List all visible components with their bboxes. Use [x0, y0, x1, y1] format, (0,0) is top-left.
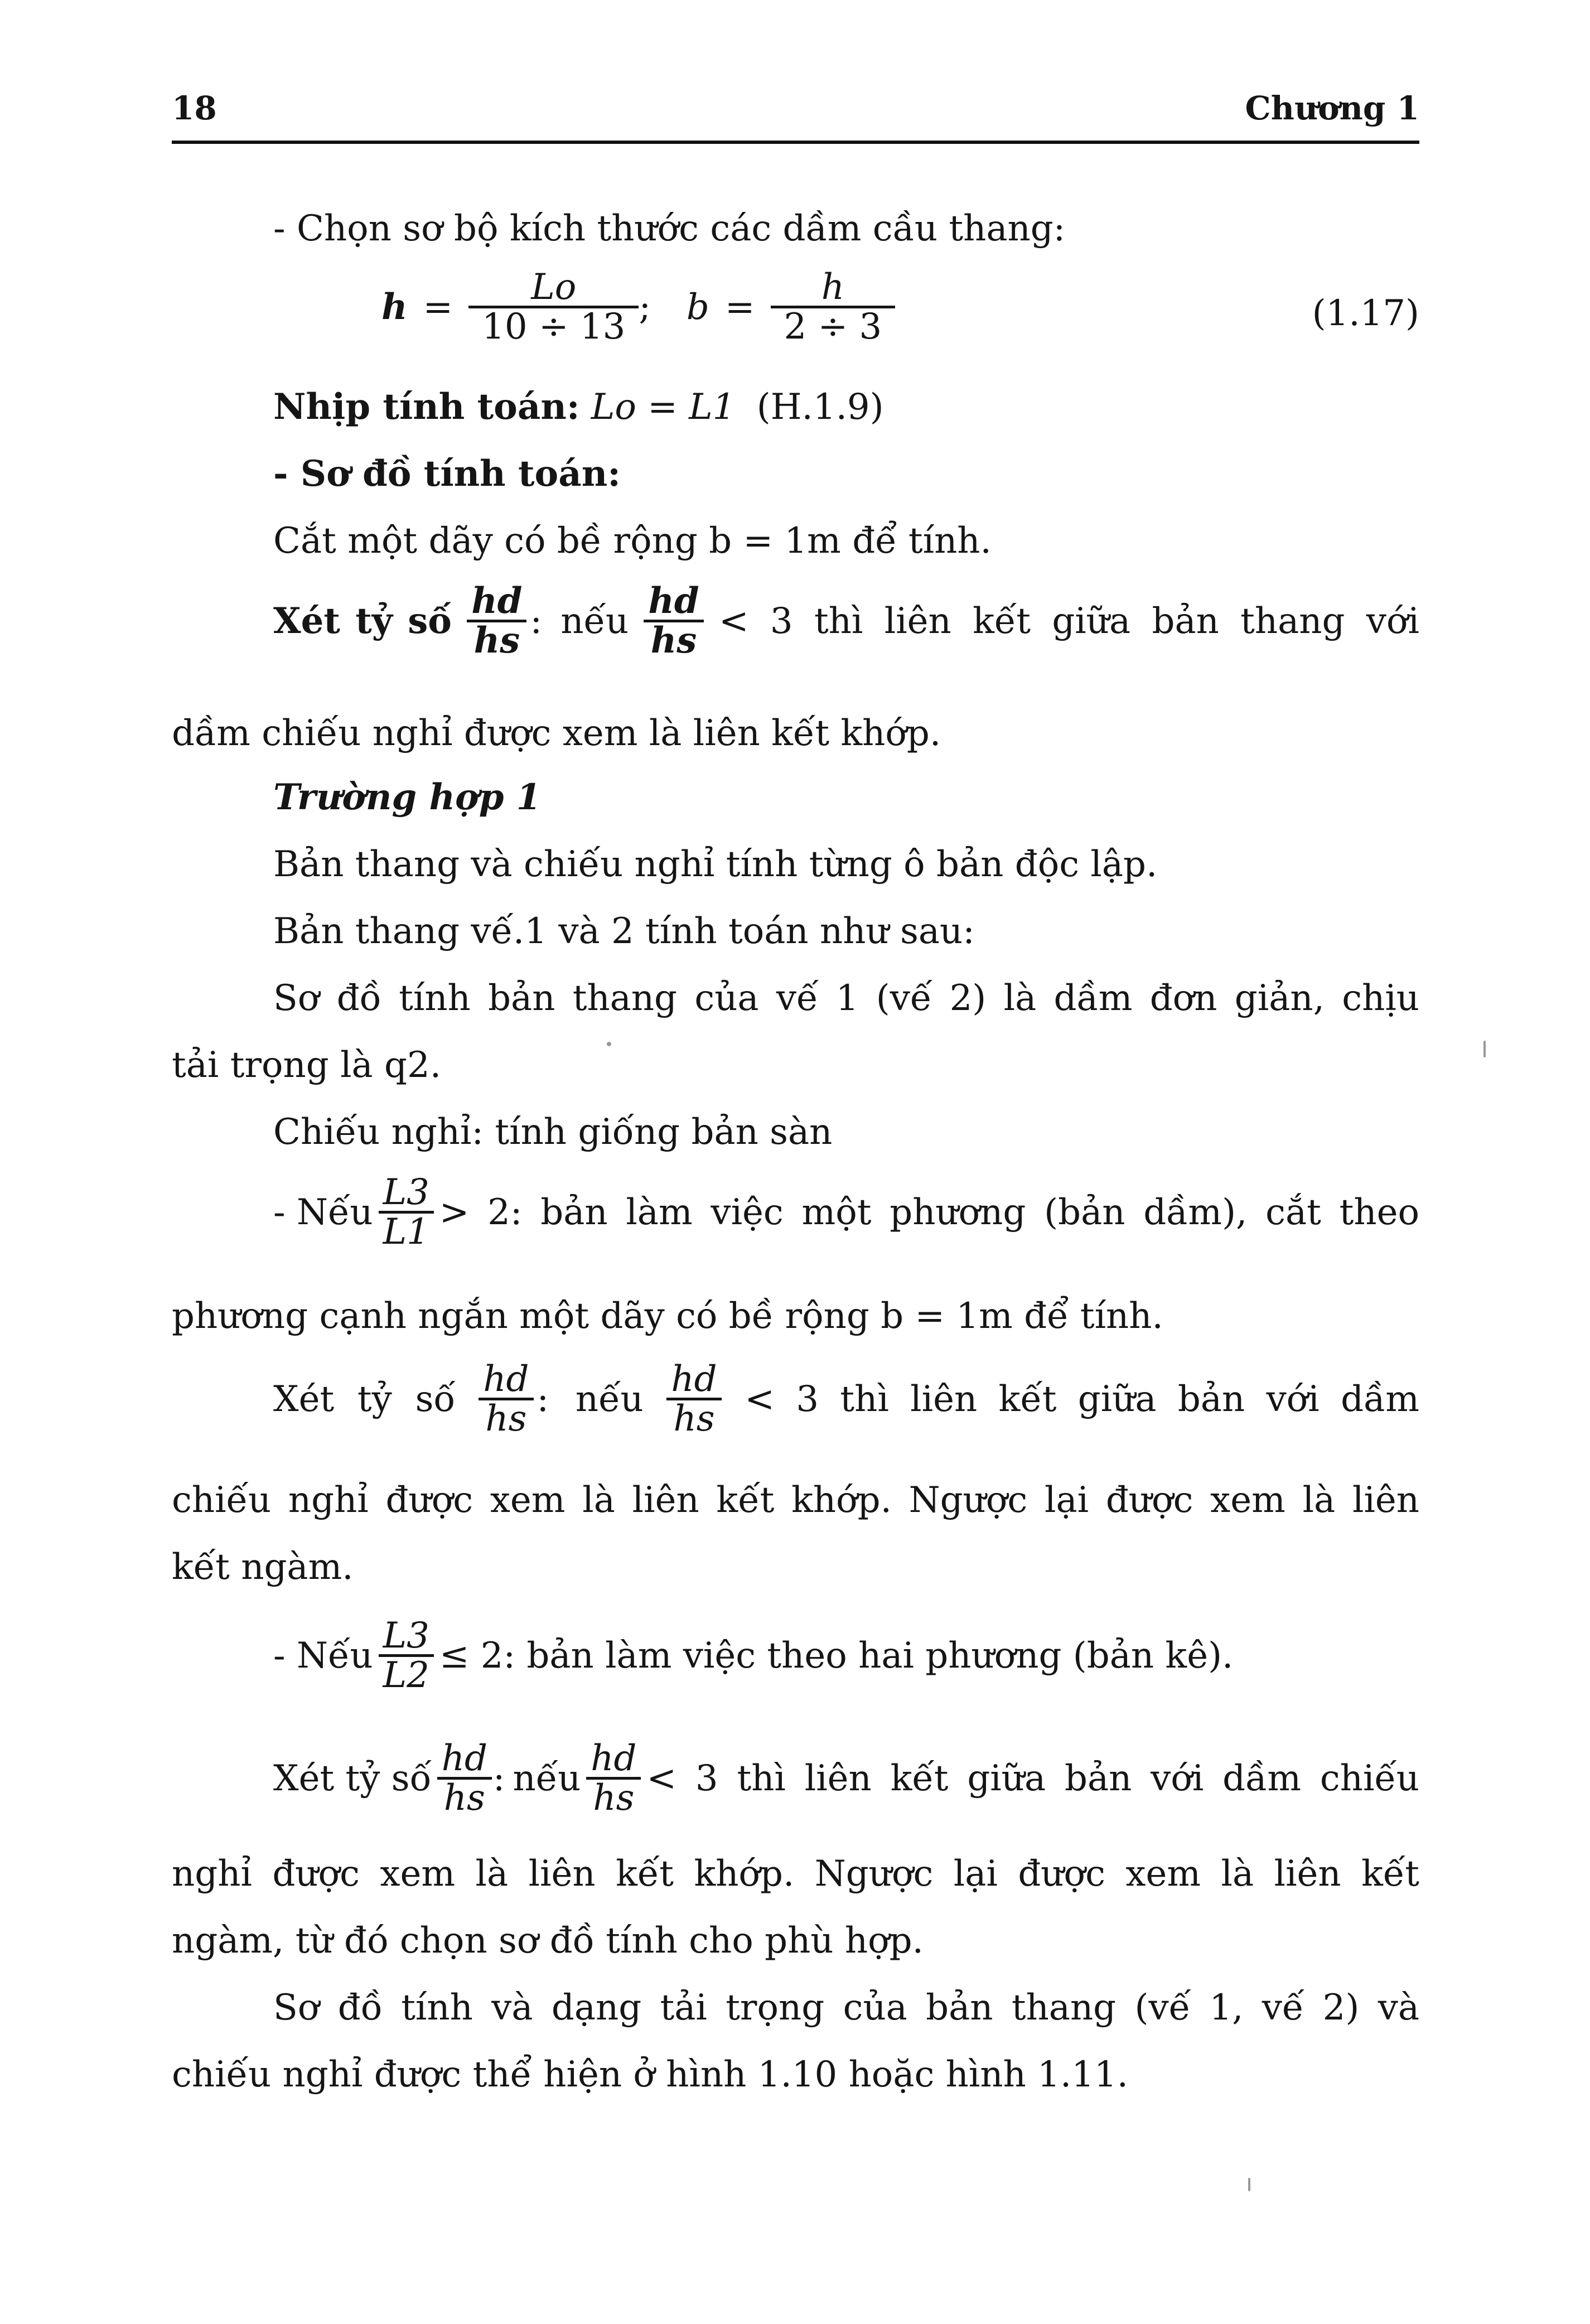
- ratio2-ty: tỷ: [357, 1378, 392, 1420]
- ratio1-fraction-a: [467, 580, 526, 661]
- ratio3-num-b: hd: [591, 1738, 637, 1779]
- cond2-fraction: [379, 1617, 434, 1694]
- paragraph-phuong-canh-ngan: phương cạnh ngắn một dãy có bề rộng b = 1m để tính.: [172, 1296, 1163, 1337]
- ratio3-neu: nếu: [513, 1757, 581, 1799]
- paragraph-dam-chieu-nghi: dầm chiếu nghỉ được xem là liên kết khớp.: [172, 713, 941, 754]
- paragraph-chon-so-bo: - Chọn sơ bộ kích thước các dầm cầu thang:: [273, 208, 1066, 249]
- paragraph-nghi-khop: nghỉ được xem là liên kết khớp. Ngược lại được xem là liên kết: [172, 1853, 1419, 1895]
- ratio2-num-a: hd: [483, 1359, 529, 1400]
- scan-speck: [1248, 2178, 1250, 2191]
- eq-b-numerator: h: [821, 267, 844, 308]
- ratio2-colon: :: [537, 1378, 549, 1420]
- equation-1-17: [374, 269, 903, 345]
- ratio1-num-a: hd: [471, 580, 523, 622]
- nhip-label: Nhịp tính toán:: [273, 386, 580, 428]
- paragraph-so-do-dang-tai: Sơ đồ tính và dạng tải trọng của bản thang (vế 1, vế 2) và: [273, 1987, 1419, 2028]
- ratio1-xet: Xét: [273, 600, 340, 642]
- paragraph-ngam-chon-so-do: ngàm, từ đó chọn sơ đồ tính cho phù hợp.: [172, 1920, 924, 1961]
- cond2-num: L3: [383, 1615, 429, 1656]
- ratio1-den-b: hs: [650, 620, 697, 661]
- eq-h-numerator: Lo: [531, 267, 577, 308]
- cond1-den: L1: [383, 1211, 429, 1253]
- paragraph-so-do-ve: Sơ đồ tính bản thang của vế 1 (vế 2) là dầm đơn giản, chịu: [273, 978, 1419, 1019]
- eq-h-denominator: 10 ÷ 13: [482, 306, 626, 347]
- paragraph-chieu-nghi: Chiếu nghỉ: tính giống bản sàn: [273, 1112, 833, 1153]
- nhip-expression: Lo = L1: [591, 386, 736, 428]
- cond2-prefix: - Nếu: [273, 1635, 373, 1676]
- ratio3-fraction-b: [586, 1738, 641, 1819]
- ratio-line-3: [273, 1738, 1419, 1819]
- cond1-fraction: [379, 1172, 434, 1253]
- nhip-reference: (H.1.9): [756, 386, 884, 428]
- ratio2-so: số: [415, 1378, 456, 1420]
- cond1-prefix: - Nếu: [273, 1191, 373, 1233]
- ratio3-fraction-a: [437, 1738, 492, 1819]
- paragraph-nhip: [273, 385, 884, 429]
- scan-speck: [607, 1042, 611, 1046]
- ratio1-ty: tỷ: [355, 600, 393, 642]
- ratio2-rest: < 3 thì liên kết giữa bản với dầm: [745, 1378, 1419, 1420]
- equation-number: (1.17): [1312, 293, 1419, 334]
- ratio-line-2: [273, 1361, 1419, 1437]
- paragraph-the-hien-hinh: chiếu nghỉ được thể hiện ở hình 1.10 hoặc hình 1.11.: [172, 2054, 1128, 2095]
- ratio2-neu: nếu: [575, 1378, 644, 1420]
- eq-fraction-h: [468, 269, 639, 345]
- cond2-den: L2: [383, 1655, 429, 1696]
- eq-fraction-b: [771, 269, 896, 345]
- eq-b-denominator: 2 ÷ 3: [784, 306, 882, 347]
- ratio-line-1: [273, 580, 1419, 661]
- scan-speck: [1483, 1041, 1486, 1057]
- eq-equals-2: =: [724, 286, 755, 328]
- ratio2-den-a: hs: [485, 1398, 527, 1439]
- paragraph-tai-trong: tải trọng là q2.: [172, 1045, 442, 1086]
- ratio2-den-b: hs: [673, 1398, 715, 1439]
- eq-h-lhs: h: [381, 286, 408, 328]
- paragraph-cat-mot-day: Cắt một dãy có bề rộng b = 1m để tính.: [273, 520, 992, 562]
- paragraph-ket-ngam: kết ngàm.: [172, 1547, 354, 1588]
- condition-1: [273, 1172, 1419, 1253]
- paragraph-ve-1-2: Bản thang vế.1 và 2 tính toán như sau:: [273, 911, 975, 952]
- ratio2-fraction-b: [666, 1361, 721, 1437]
- chapter-title: Chương 1: [1245, 89, 1419, 127]
- eq-b-lhs: b: [686, 286, 709, 328]
- ratio1-rest: < 3 thì liên kết giữa bản thang với: [718, 600, 1419, 642]
- case-heading: Trường hợp 1: [273, 776, 542, 818]
- condition-2: [273, 1617, 1233, 1694]
- ratio3-rest: < 3 thì liên kết giữa bản với dầm chiếu: [646, 1757, 1419, 1799]
- cond1-rest: > 2: bản làm việc một phương (bản dầm), cắt theo: [439, 1191, 1419, 1233]
- ratio3-num-a: hd: [441, 1738, 487, 1779]
- paragraph-chieu-nghi-khop: chiếu nghỉ được xem là liên kết khớp. Ngược lại được xem là liên: [172, 1480, 1419, 1521]
- ratio2-fraction-a: [479, 1361, 533, 1437]
- ratio1-so: số: [408, 600, 452, 642]
- ratio2-xet: Xét: [273, 1378, 335, 1420]
- ratio1-num-b: hd: [648, 580, 699, 622]
- paragraph-so-do-tinh-toan: - Sơ đồ tính toán:: [273, 453, 621, 495]
- ratio1-fraction-b: [644, 580, 703, 661]
- eq-separator: ;: [639, 286, 651, 328]
- ratio1-neu: nếu: [560, 600, 629, 642]
- page-number: 18: [172, 89, 217, 127]
- ratio2-num-b: hd: [671, 1359, 717, 1400]
- eq-equals-1: =: [423, 286, 453, 328]
- ratio3-den-a: hs: [443, 1777, 485, 1819]
- ratio3-colon: :: [492, 1757, 505, 1799]
- cond2-rest: ≤ 2: bản làm việc theo hai phương (bản kê).: [439, 1635, 1234, 1676]
- ratio3-den-b: hs: [593, 1777, 635, 1819]
- ratio3-xet-ty-so: Xét tỷ số: [273, 1757, 432, 1799]
- ratio1-den-a: hs: [473, 620, 520, 661]
- header-divider: [172, 141, 1419, 144]
- cond1-num: L3: [383, 1172, 429, 1213]
- paragraph-ban-thang-doc-lap: Bản thang và chiếu nghỉ tính từng ô bản độc lập.: [273, 844, 1158, 885]
- ratio1-colon: :: [530, 600, 543, 642]
